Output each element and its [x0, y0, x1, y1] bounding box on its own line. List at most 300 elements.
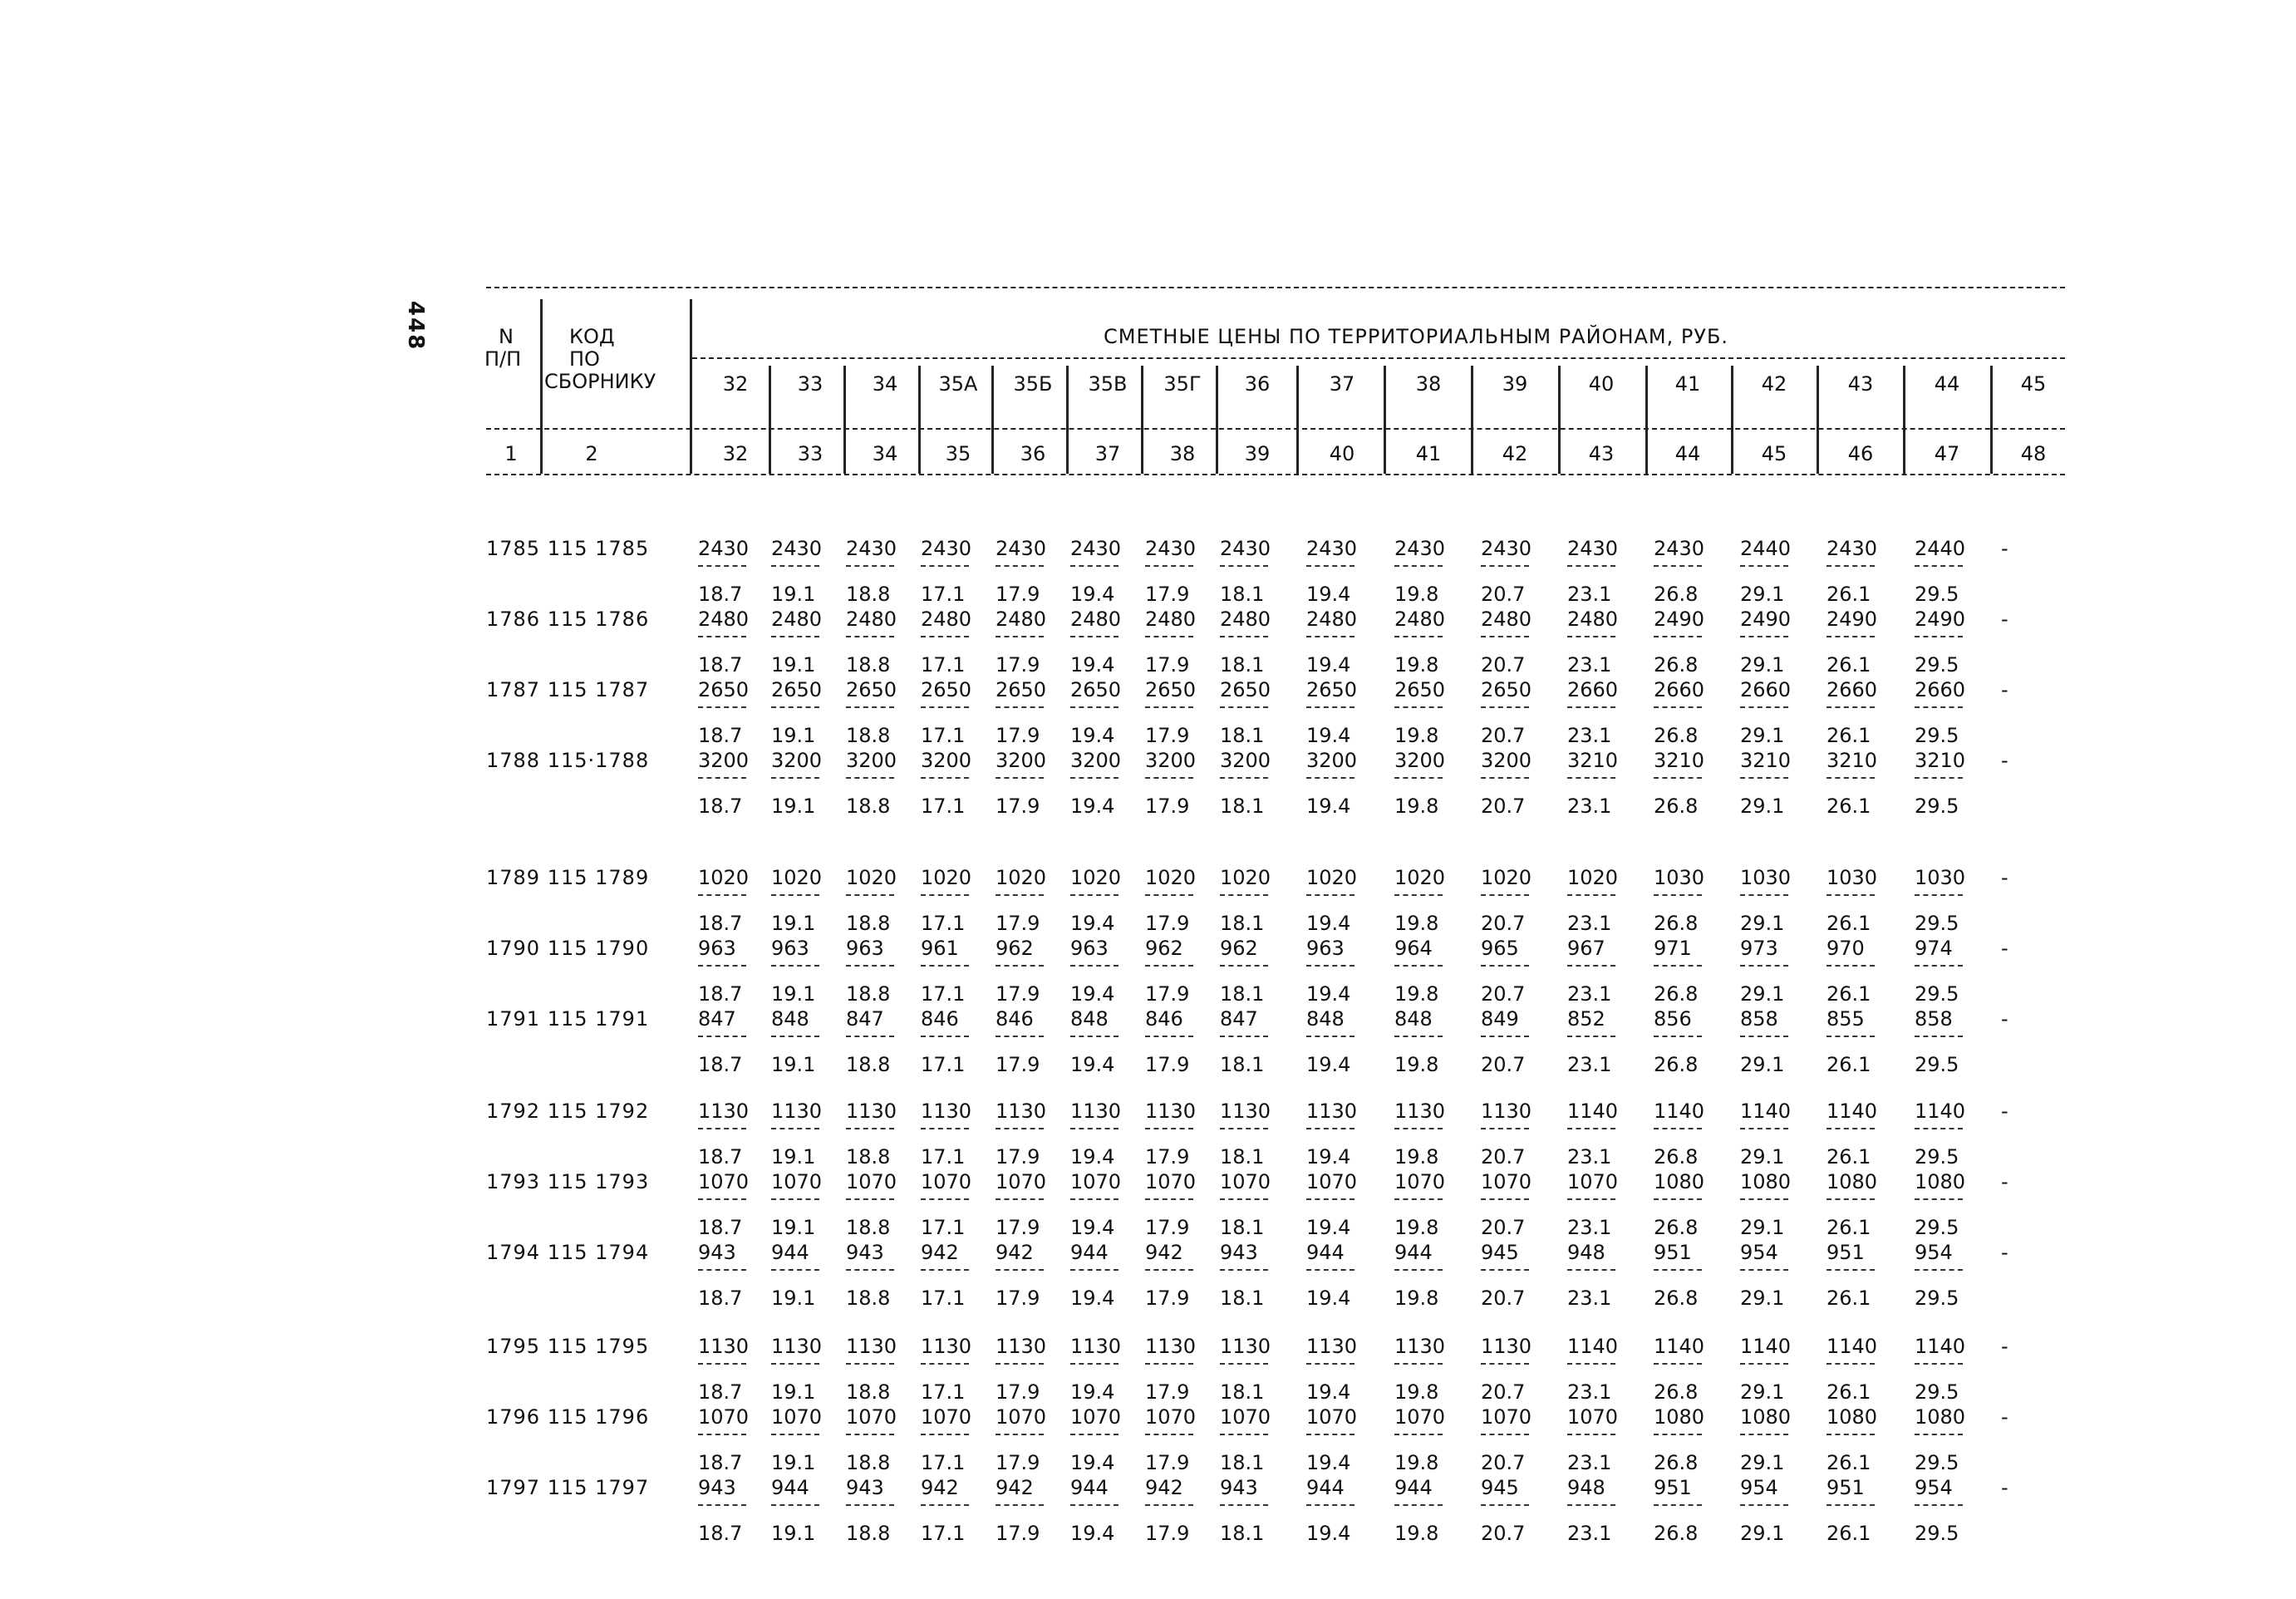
- fraction-rule: [921, 706, 969, 708]
- header-column-divider: [1066, 366, 1069, 474]
- fraction-rule: [1481, 1198, 1529, 1200]
- header-column-number: 45: [1761, 442, 1787, 465]
- fraction-rule: [846, 1198, 894, 1200]
- price-value: 1080: [1654, 1170, 1705, 1193]
- fraction-rule: [1070, 1363, 1119, 1365]
- price-value: 2650: [1394, 678, 1446, 701]
- coefficient-value: 18.1: [1220, 583, 1265, 606]
- fraction-rule: [1654, 1434, 1702, 1435]
- fraction-rule: [1740, 894, 1788, 896]
- fraction-rule: [771, 706, 819, 708]
- coefficient-value: 17.1: [921, 1380, 966, 1404]
- price-value: 858: [1915, 1007, 1953, 1031]
- price-value: 2480: [921, 608, 972, 631]
- coefficient-value: 26.1: [1826, 653, 1871, 676]
- empty-district-45: -: [2001, 678, 2008, 701]
- fraction-rule: [846, 1434, 894, 1435]
- price-value: 944: [1306, 1476, 1345, 1499]
- fraction-rule: [771, 1269, 819, 1271]
- coefficient-value: 19.1: [771, 653, 816, 676]
- header-column-divider: [1216, 366, 1218, 474]
- coefficient-value: 19.8: [1394, 795, 1439, 818]
- coefficient-value: 19.1: [771, 1216, 816, 1239]
- coefficient-value: 18.8: [846, 724, 891, 747]
- price-value: 1070: [1481, 1170, 1532, 1193]
- header-column-divider: [1645, 366, 1648, 474]
- fraction-rule: [1826, 1434, 1875, 1435]
- price-value: 1030: [1740, 866, 1792, 889]
- header-column-number: 41: [1415, 442, 1442, 465]
- header-pp: П/П: [484, 347, 522, 371]
- price-value: 2650: [771, 678, 823, 701]
- price-value: 1140: [1740, 1335, 1792, 1358]
- fraction-rule: [1567, 565, 1615, 567]
- coefficient-value: 26.8: [1654, 1287, 1699, 1310]
- coefficient-value: 19.4: [1070, 1287, 1115, 1310]
- price-value: 1130: [1481, 1100, 1532, 1123]
- fraction-rule: [921, 1269, 969, 1271]
- coefficient-value: 17.9: [996, 653, 1040, 676]
- price-value: 856: [1654, 1007, 1692, 1031]
- price-value: 2480: [1481, 608, 1532, 631]
- coefficient-value: 18.7: [698, 583, 743, 606]
- price-value: 2480: [1070, 608, 1122, 631]
- price-value: 1080: [1740, 1170, 1792, 1193]
- fraction-rule: [1220, 1363, 1268, 1365]
- price-value: 964: [1394, 937, 1433, 960]
- price-value: 961: [921, 937, 959, 960]
- price-value: 1140: [1567, 1335, 1619, 1358]
- price-value: 2430: [921, 537, 972, 560]
- price-value: 3200: [1481, 749, 1532, 772]
- price-value: 1130: [698, 1335, 750, 1358]
- coefficient-value: 23.1: [1567, 1380, 1612, 1404]
- price-value: 942: [996, 1476, 1034, 1499]
- fraction-rule: [1306, 706, 1354, 708]
- coefficient-value: 18.8: [846, 795, 891, 818]
- fraction-rule: [1915, 1198, 1963, 1200]
- empty-district-45: -: [2001, 608, 2008, 631]
- coefficient-value: 17.9: [1145, 1451, 1190, 1474]
- fraction-rule: [996, 777, 1044, 779]
- fraction-rule: [846, 1269, 894, 1271]
- header-district-label: 33: [797, 372, 824, 396]
- coefficient-value: 19.4: [1070, 982, 1115, 1006]
- price-value: 943: [698, 1241, 736, 1264]
- price-value: 846: [1145, 1007, 1183, 1031]
- price-value: 3210: [1915, 749, 1966, 772]
- fraction-rule: [1567, 1504, 1615, 1506]
- price-value: 944: [1070, 1241, 1109, 1264]
- price-value: 2480: [1145, 608, 1197, 631]
- price-value: 963: [698, 937, 736, 960]
- fraction-rule: [1306, 1036, 1354, 1037]
- price-value: 2430: [996, 537, 1047, 560]
- coefficient-value: 19.4: [1306, 1451, 1351, 1474]
- fraction-rule: [996, 1128, 1044, 1129]
- coefficient-value: 23.1: [1567, 653, 1612, 676]
- header-column-divider: [843, 366, 846, 474]
- coefficient-value: 29.1: [1740, 653, 1785, 676]
- price-value: 3200: [698, 749, 750, 772]
- price-value: 942: [921, 1241, 959, 1264]
- price-value: 1070: [1481, 1405, 1532, 1429]
- coefficient-value: 17.1: [921, 1522, 966, 1545]
- price-value: 945: [1481, 1476, 1519, 1499]
- fraction-rule: [1654, 1363, 1702, 1365]
- fraction-rule: [1654, 965, 1702, 967]
- empty-district-45: -: [2001, 1100, 2008, 1123]
- price-value: 1130: [1306, 1100, 1358, 1123]
- price-value: 2430: [1481, 537, 1532, 560]
- header-column-divider: [991, 366, 994, 474]
- coefficient-value: 18.7: [698, 1216, 743, 1239]
- fraction-rule: [1826, 1269, 1875, 1271]
- price-value: 848: [1070, 1007, 1109, 1031]
- price-value: 951: [1826, 1476, 1865, 1499]
- fraction-rule: [1826, 565, 1875, 567]
- fraction-rule: [1070, 965, 1119, 967]
- price-value: 967: [1567, 937, 1605, 960]
- price-value: 848: [1306, 1007, 1345, 1031]
- price-value: 2430: [1070, 537, 1122, 560]
- coefficient-value: 18.1: [1220, 1380, 1265, 1404]
- header-district-label: 41: [1674, 372, 1701, 396]
- price-value: 2650: [921, 678, 972, 701]
- coefficient-value: 18.7: [698, 1380, 743, 1404]
- price-value: 942: [1145, 1241, 1183, 1264]
- fraction-rule: [1654, 777, 1702, 779]
- fraction-rule: [1394, 894, 1443, 896]
- price-value: 2660: [1567, 678, 1619, 701]
- coefficient-value: 17.9: [1145, 1522, 1190, 1545]
- row-code: 1787 115 1787: [486, 678, 650, 701]
- header-district-label: 42: [1761, 372, 1787, 396]
- header-district-rule: [692, 357, 2065, 359]
- fraction-rule: [996, 565, 1044, 567]
- coefficient-value: 19.4: [1306, 795, 1351, 818]
- fraction-rule: [1070, 1434, 1119, 1435]
- fraction-rule: [1481, 777, 1529, 779]
- empty-district-45: -: [2001, 1241, 2008, 1264]
- coefficient-value: 20.7: [1481, 1451, 1526, 1474]
- fraction-rule: [698, 965, 746, 967]
- price-value: 2650: [996, 678, 1047, 701]
- coefficient-value: 26.8: [1654, 583, 1699, 606]
- price-value: 2490: [1915, 608, 1966, 631]
- header-district-label: 45: [2020, 372, 2047, 396]
- header-column-divider: [918, 366, 921, 474]
- price-value: 1130: [771, 1335, 823, 1358]
- price-value: 1020: [996, 866, 1047, 889]
- coefficient-value: 26.8: [1654, 1145, 1699, 1168]
- fraction-rule: [1826, 894, 1875, 896]
- coefficient-value: 19.1: [771, 982, 816, 1006]
- header-district-label: 39: [1502, 372, 1528, 396]
- coefficient-value: 17.9: [1145, 795, 1190, 818]
- price-value: 1070: [846, 1405, 897, 1429]
- coefficient-value: 19.4: [1306, 653, 1351, 676]
- coefficient-value: 17.9: [996, 1216, 1040, 1239]
- coefficient-value: 17.1: [921, 795, 966, 818]
- fraction-rule: [1826, 965, 1875, 967]
- price-value: 1070: [1220, 1405, 1271, 1429]
- coefficient-value: 19.4: [1306, 912, 1351, 935]
- fraction-rule: [921, 1036, 969, 1037]
- price-value: 962: [996, 937, 1034, 960]
- row-code: 1797 115 1797: [486, 1476, 650, 1499]
- price-value: 1070: [771, 1170, 823, 1193]
- header-column-number: 40: [1329, 442, 1355, 465]
- coefficient-value: 17.9: [1145, 1380, 1190, 1404]
- price-value: 943: [846, 1241, 884, 1264]
- price-value: 962: [1220, 937, 1258, 960]
- fraction-rule: [1654, 1198, 1702, 1200]
- price-value: 1130: [1394, 1335, 1446, 1358]
- fraction-rule: [1394, 1363, 1443, 1365]
- price-value: 3200: [996, 749, 1047, 772]
- price-value: 3200: [1070, 749, 1122, 772]
- coefficient-value: 18.1: [1220, 1451, 1265, 1474]
- coefficient-value: 20.7: [1481, 1216, 1526, 1239]
- fraction-rule: [1654, 1036, 1702, 1037]
- fraction-rule: [1145, 1434, 1193, 1435]
- price-value: 1070: [921, 1170, 972, 1193]
- price-value: 3210: [1567, 749, 1619, 772]
- price-value: 1070: [1394, 1405, 1446, 1429]
- fraction-rule: [1915, 706, 1963, 708]
- price-value: 963: [1070, 937, 1109, 960]
- coefficient-value: 19.4: [1306, 724, 1351, 747]
- coefficient-value: 26.8: [1654, 724, 1699, 747]
- fraction-rule: [1145, 706, 1193, 708]
- price-value: 2430: [771, 537, 823, 560]
- fraction-rule: [1481, 1363, 1529, 1365]
- coefficient-value: 17.1: [921, 1451, 966, 1474]
- fraction-rule: [1915, 565, 1963, 567]
- coefficient-value: 20.7: [1481, 724, 1526, 747]
- fraction-rule: [1481, 565, 1529, 567]
- header-mid-rule: [486, 428, 2065, 430]
- price-value: 2660: [1654, 678, 1705, 701]
- empty-district-45: -: [2001, 1335, 2008, 1358]
- price-value: 1020: [698, 866, 750, 889]
- fraction-rule: [1145, 636, 1193, 637]
- header-column-number: 1: [504, 442, 518, 465]
- coefficient-value: 26.1: [1826, 1380, 1871, 1404]
- coefficient-value: 17.9: [996, 912, 1040, 935]
- header-column-number: 38: [1169, 442, 1196, 465]
- price-value: 1020: [1070, 866, 1122, 889]
- fraction-rule: [1145, 1036, 1193, 1037]
- fraction-rule: [1220, 1198, 1268, 1200]
- coefficient-value: 29.5: [1915, 1522, 1959, 1545]
- price-value: 963: [771, 937, 809, 960]
- fraction-rule: [996, 894, 1044, 896]
- fraction-rule: [1306, 1198, 1354, 1200]
- price-value: 1020: [1220, 866, 1271, 889]
- row-code: 1792 115 1792: [486, 1100, 650, 1123]
- coefficient-value: 29.5: [1915, 912, 1959, 935]
- coefficient-value: 17.1: [921, 1287, 966, 1310]
- coefficient-value: 29.1: [1740, 912, 1785, 935]
- coefficient-value: 19.4: [1306, 1287, 1351, 1310]
- price-value: 2660: [1740, 678, 1792, 701]
- price-value: 1130: [1394, 1100, 1446, 1123]
- price-value: 1130: [1070, 1100, 1122, 1123]
- price-value: 965: [1481, 937, 1519, 960]
- coefficient-value: 17.9: [996, 724, 1040, 747]
- coefficient-value: 26.8: [1654, 982, 1699, 1006]
- coefficient-value: 19.4: [1070, 1451, 1115, 1474]
- header-column-divider: [1141, 366, 1143, 474]
- coefficient-value: 23.1: [1567, 982, 1612, 1006]
- header-divider-1: [540, 299, 543, 474]
- fraction-rule: [996, 1504, 1044, 1506]
- coefficient-value: 19.8: [1394, 583, 1439, 606]
- price-value: 1130: [1070, 1335, 1122, 1358]
- price-value: 963: [1306, 937, 1345, 960]
- coefficient-value: 23.1: [1567, 1145, 1612, 1168]
- price-value: 1070: [1070, 1170, 1122, 1193]
- coefficient-value: 26.8: [1654, 1451, 1699, 1474]
- fraction-rule: [846, 1128, 894, 1129]
- fraction-rule: [1826, 1504, 1875, 1506]
- price-value: 2430: [698, 537, 750, 560]
- fraction-rule: [1740, 1269, 1788, 1271]
- price-value: 1070: [771, 1405, 823, 1429]
- price-value: 1130: [846, 1100, 897, 1123]
- coefficient-value: 18.8: [846, 653, 891, 676]
- price-value: 945: [1481, 1241, 1519, 1264]
- header-column-number: 44: [1674, 442, 1701, 465]
- price-value: 1140: [1826, 1100, 1878, 1123]
- price-value: 1020: [1481, 866, 1532, 889]
- price-value: 848: [771, 1007, 809, 1031]
- coefficient-value: 19.1: [771, 1380, 816, 1404]
- price-value: 1140: [1654, 1335, 1705, 1358]
- coefficient-value: 18.1: [1220, 1287, 1265, 1310]
- price-value: 1070: [1567, 1170, 1619, 1193]
- price-value: 944: [771, 1476, 809, 1499]
- fraction-rule: [1915, 1128, 1963, 1129]
- coefficient-value: 19.4: [1306, 1216, 1351, 1239]
- price-value: 1030: [1654, 866, 1705, 889]
- header-column-number: 36: [1020, 442, 1046, 465]
- coefficient-value: 29.1: [1740, 1145, 1785, 1168]
- fraction-rule: [996, 1363, 1044, 1365]
- coefficient-value: 19.8: [1394, 1380, 1439, 1404]
- price-value: 954: [1915, 1476, 1953, 1499]
- header-column-number: 2: [585, 442, 598, 465]
- coefficient-value: 29.1: [1740, 982, 1785, 1006]
- coefficient-value: 29.5: [1915, 1287, 1959, 1310]
- fraction-rule: [1394, 636, 1443, 637]
- price-value: 1070: [1145, 1405, 1197, 1429]
- coefficient-value: 26.8: [1654, 653, 1699, 676]
- coefficient-value: 26.1: [1826, 912, 1871, 935]
- fraction-rule: [1567, 1128, 1615, 1129]
- coefficient-value: 19.8: [1394, 982, 1439, 1006]
- coefficient-value: 19.8: [1394, 912, 1439, 935]
- row-code: 1789 115 1789: [486, 866, 650, 889]
- coefficient-value: 26.1: [1826, 1053, 1871, 1076]
- coefficient-value: 19.4: [1306, 583, 1351, 606]
- fraction-rule: [846, 777, 894, 779]
- price-value: 942: [921, 1476, 959, 1499]
- coefficient-value: 19.1: [771, 1451, 816, 1474]
- fraction-rule: [1481, 1036, 1529, 1037]
- coefficient-value: 19.4: [1070, 795, 1115, 818]
- coefficient-value: 19.8: [1394, 724, 1439, 747]
- fraction-rule: [921, 636, 969, 637]
- price-value: 1140: [1826, 1335, 1878, 1358]
- price-value: 2490: [1654, 608, 1705, 631]
- coefficient-value: 26.1: [1826, 583, 1871, 606]
- price-value: 1070: [1306, 1170, 1358, 1193]
- coefficient-value: 29.5: [1915, 724, 1959, 747]
- header-code: КОД: [569, 325, 615, 348]
- price-value: 943: [698, 1476, 736, 1499]
- coefficient-value: 29.1: [1740, 1287, 1785, 1310]
- price-value: 858: [1740, 1007, 1778, 1031]
- coefficient-value: 29.1: [1740, 583, 1785, 606]
- price-value: 944: [1394, 1241, 1433, 1264]
- price-value: 1130: [846, 1335, 897, 1358]
- price-value: 2650: [1306, 678, 1358, 701]
- coefficient-value: 18.8: [846, 1380, 891, 1404]
- price-value: 951: [1654, 1476, 1692, 1499]
- coefficient-value: 26.8: [1654, 795, 1699, 818]
- header-column-divider: [1384, 366, 1386, 474]
- fraction-rule: [1740, 565, 1788, 567]
- price-value: 1080: [1826, 1405, 1878, 1429]
- fraction-rule: [1145, 1504, 1193, 1506]
- fraction-rule: [698, 1036, 746, 1037]
- price-value: 846: [921, 1007, 959, 1031]
- fraction-rule: [1740, 965, 1788, 967]
- fraction-rule: [1481, 894, 1529, 896]
- coefficient-value: 26.1: [1826, 1216, 1871, 1239]
- price-value: 3200: [921, 749, 972, 772]
- coefficient-value: 17.9: [1145, 1145, 1190, 1168]
- coefficient-value: 18.1: [1220, 1216, 1265, 1239]
- price-value: 2430: [1394, 537, 1446, 560]
- fraction-rule: [1740, 706, 1788, 708]
- fraction-rule: [1567, 965, 1615, 967]
- fraction-rule: [1220, 965, 1268, 967]
- fraction-rule: [1306, 1128, 1354, 1129]
- price-value: 2440: [1915, 537, 1966, 560]
- fraction-rule: [1070, 565, 1119, 567]
- fraction-rule: [1145, 565, 1193, 567]
- price-value: 1020: [846, 866, 897, 889]
- price-value: 2650: [698, 678, 750, 701]
- fraction-rule: [1740, 1036, 1788, 1037]
- header-column-number: 39: [1244, 442, 1271, 465]
- price-value: 2490: [1826, 608, 1878, 631]
- price-value: 2430: [1145, 537, 1197, 560]
- fraction-rule: [846, 1504, 894, 1506]
- fraction-rule: [1220, 706, 1268, 708]
- fraction-rule: [1220, 1504, 1268, 1506]
- fraction-rule: [1567, 1198, 1615, 1200]
- fraction-rule: [1915, 1269, 1963, 1271]
- price-value: 944: [1394, 1476, 1433, 1499]
- coefficient-value: 26.1: [1826, 1522, 1871, 1545]
- price-value: 1020: [1145, 866, 1197, 889]
- header-column-number: 46: [1847, 442, 1874, 465]
